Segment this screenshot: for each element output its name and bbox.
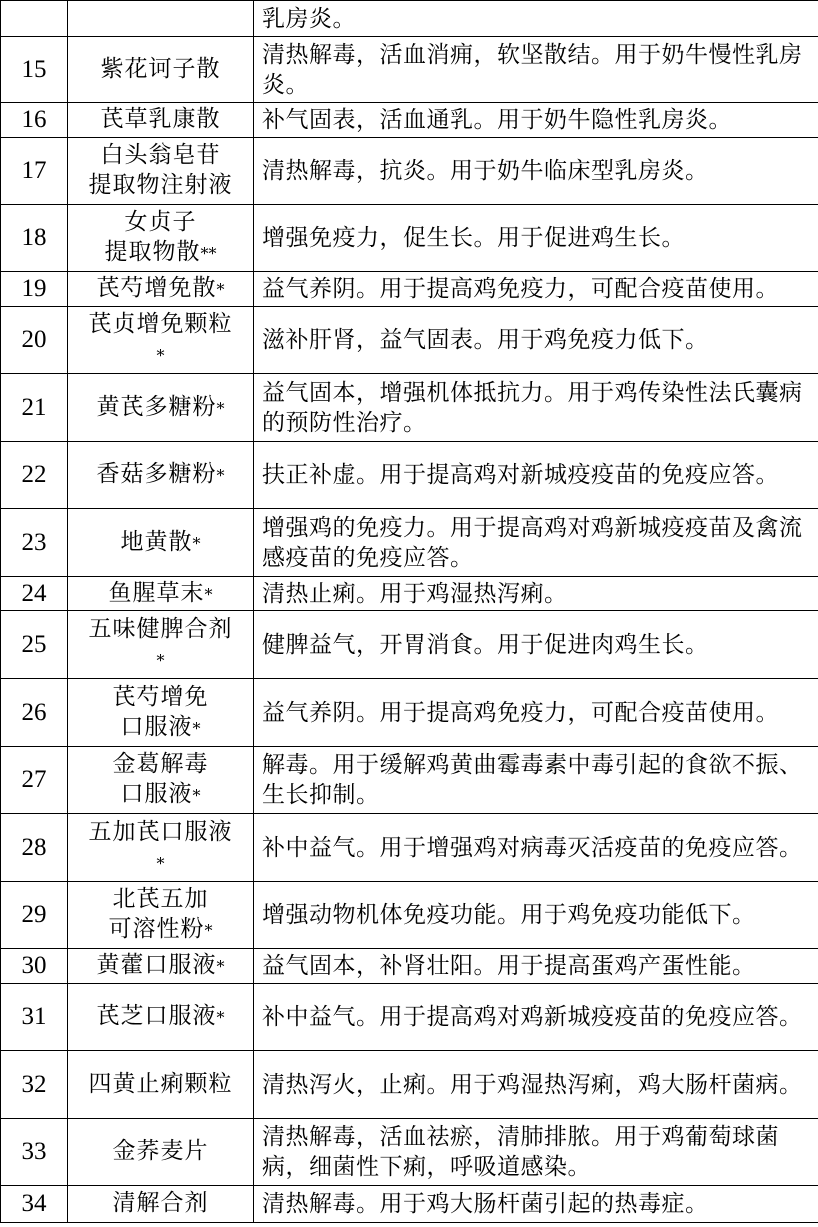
medicine-name bbox=[68, 577, 254, 611]
medicine-indication: 益气固本，增强机体抵抗力。用于鸡传染性法氏囊病的预防性治疗。 bbox=[254, 374, 818, 442]
medicine-name-line: 五味健脾合剂 bbox=[88, 615, 233, 642]
table-row bbox=[1, 1119, 818, 1186]
table-row bbox=[1, 611, 818, 679]
table-row bbox=[1, 307, 818, 374]
asterisk-mark: ** bbox=[200, 244, 217, 263]
table-row bbox=[1, 1186, 818, 1223]
table-row bbox=[1, 205, 818, 272]
medicine-indication: 益气养阴。用于提高鸡免疫力，可配合疫苗使用。 bbox=[254, 679, 818, 747]
asterisk-mark: * bbox=[156, 650, 165, 670]
row-number: 24 bbox=[1, 577, 68, 611]
row-number: 21 bbox=[1, 374, 68, 442]
medicine-name bbox=[68, 307, 254, 374]
medicine-name-line: 白头翁皂苷 bbox=[100, 142, 221, 168]
row-number: 31 bbox=[1, 984, 68, 1051]
table-row bbox=[1, 1051, 818, 1119]
medicine-name-line: 芪芍增免散 bbox=[96, 275, 217, 301]
table-row bbox=[1, 272, 818, 307]
row-number: 32 bbox=[1, 1051, 68, 1119]
medicine-indication: 清热解毒。用于鸡大肠杆菌引起的热毒症。 bbox=[254, 1186, 818, 1223]
row-number: 20 bbox=[1, 307, 68, 374]
medicine-indication: 补气固表，活血通乳。用于奶牛隐性乳房炎。 bbox=[254, 103, 818, 138]
medicine-name-line: 金荞麦片 bbox=[112, 1138, 209, 1164]
row-number: 34 bbox=[1, 1186, 68, 1223]
medicine-name-line: 可溶性粉 bbox=[108, 916, 205, 942]
row-number: 19 bbox=[1, 272, 68, 307]
medicine-name-line: 北芪五加 bbox=[112, 886, 209, 912]
medicine-name-line: 香菇多糖粉 bbox=[96, 461, 217, 487]
medicine-name-line: 提取物注射液 bbox=[88, 172, 233, 198]
asterisk-mark: * bbox=[204, 921, 213, 940]
medicine-name-line: 芪芍增免 bbox=[112, 683, 209, 710]
asterisk-mark: * bbox=[216, 1008, 225, 1027]
medicine-indication: 滋补肝肾，益气固表。用于鸡免疫力低下。 bbox=[254, 307, 818, 374]
medicine-name bbox=[68, 814, 254, 882]
asterisk-mark: * bbox=[192, 786, 201, 805]
medicine-name bbox=[68, 611, 254, 679]
asterisk-mark: * bbox=[216, 466, 225, 485]
medicine-name bbox=[68, 882, 254, 949]
medicine-indication: 乳房炎。 bbox=[254, 1, 818, 37]
asterisk-mark: * bbox=[216, 280, 225, 299]
medicine-name-line: 黄藿口服液 bbox=[96, 952, 217, 978]
medicine-indication: 清热泻火，止痢。用于鸡湿热泻痢，鸡大肠杆菌病。 bbox=[254, 1051, 818, 1119]
medicine-indication: 益气固本，补肾壮阳。用于提高蛋鸡产蛋性能。 bbox=[254, 949, 818, 984]
asterisk-mark: * bbox=[192, 718, 201, 738]
row-number: 26 bbox=[1, 679, 68, 747]
medicine-name bbox=[68, 679, 254, 747]
asterisk-mark: * bbox=[156, 853, 165, 873]
medicine-name-line: 鱼腥草末 bbox=[108, 579, 205, 606]
medicine-name-line: 金葛解毒 bbox=[112, 751, 209, 777]
row-number: 30 bbox=[1, 949, 68, 984]
asterisk-mark: * bbox=[216, 398, 225, 418]
medicine-name-line: 提取物散 bbox=[104, 239, 201, 265]
table-row bbox=[1, 442, 818, 509]
table-row bbox=[1, 882, 818, 949]
row-number: 22 bbox=[1, 442, 68, 509]
medicine-name-line: 黄芪多糖粉 bbox=[96, 393, 217, 420]
medicine-name bbox=[68, 949, 254, 984]
medicine-indication: 补中益气。用于提高鸡对鸡新城疫疫苗的免疫应答。 bbox=[254, 984, 818, 1051]
medicine-name-line: 四黄止痢颗粒 bbox=[88, 1070, 233, 1097]
medicine-indication: 解毒。用于缓解鸡黄曲霉毒素中毒引起的食欲不振、生长抑制。 bbox=[254, 747, 818, 814]
medicine-name bbox=[68, 1186, 254, 1223]
table-row bbox=[1, 1, 818, 37]
medicine-indication: 增强动物机体免疫功能。用于鸡免疫功能低下。 bbox=[254, 882, 818, 949]
table-row bbox=[1, 103, 818, 138]
medicine-name bbox=[68, 984, 254, 1051]
medicine-name bbox=[68, 747, 254, 814]
row-number: 17 bbox=[1, 138, 68, 205]
medicine-name bbox=[68, 138, 254, 205]
medicine-name bbox=[68, 1051, 254, 1119]
table-row bbox=[1, 949, 818, 984]
table-row bbox=[1, 577, 818, 611]
medicine-indication: 扶正补虚。用于提高鸡对新城疫疫苗的免疫应答。 bbox=[254, 442, 818, 509]
medicine-indication: 清热解毒，活血祛瘀，清肺排脓。用于鸡葡萄球菌病，细菌性下痢，呼吸道感染。 bbox=[254, 1119, 818, 1186]
row-number: 18 bbox=[1, 205, 68, 272]
row-number: 16 bbox=[1, 103, 68, 138]
medicine-name bbox=[68, 103, 254, 138]
row-number bbox=[1, 1, 68, 37]
table-row bbox=[1, 747, 818, 814]
table-row bbox=[1, 679, 818, 747]
table-body bbox=[1, 1, 818, 1223]
asterisk-mark: * bbox=[204, 584, 213, 604]
row-number: 29 bbox=[1, 882, 68, 949]
medicine-name-line: 口服液 bbox=[120, 713, 193, 740]
medicine-name bbox=[68, 205, 254, 272]
medicine-indication: 益气养阴。用于提高鸡免疫力，可配合疫苗使用。 bbox=[254, 272, 818, 307]
medicine-name bbox=[68, 1, 254, 37]
row-number: 23 bbox=[1, 509, 68, 577]
medicine-indication: 健脾益气，开胃消食。用于促进肉鸡生长。 bbox=[254, 611, 818, 679]
medicine-name-line: 芪草乳康散 bbox=[100, 106, 221, 132]
row-number: 33 bbox=[1, 1119, 68, 1186]
medicine-name bbox=[68, 37, 254, 103]
medicine-name bbox=[68, 442, 254, 509]
medicine-name-line: 清解合剂 bbox=[112, 1190, 209, 1216]
table-row bbox=[1, 138, 818, 205]
row-number: 27 bbox=[1, 747, 68, 814]
medicine-indication: 清热解毒，活血消痈，软坚散结。用于奶牛慢性乳房炎。 bbox=[254, 37, 818, 103]
medicine-indication: 清热解毒，抗炎。用于奶牛临床型乳房炎。 bbox=[254, 138, 818, 205]
row-number: 25 bbox=[1, 611, 68, 679]
medicine-name bbox=[68, 509, 254, 577]
medicine-name-line: 芪芝口服液 bbox=[96, 1003, 217, 1029]
medicine-name bbox=[68, 1119, 254, 1186]
medicine-name-line: 紫花诃子散 bbox=[100, 55, 221, 82]
medicine-name-line: 地黄散 bbox=[120, 528, 193, 555]
table-row bbox=[1, 37, 818, 103]
table-row bbox=[1, 374, 818, 442]
asterisk-mark: * bbox=[192, 533, 201, 553]
medicine-indication: 补中益气。用于增强鸡对病毒灭活疫苗的免疫应答。 bbox=[254, 814, 818, 882]
table-row bbox=[1, 509, 818, 577]
row-number: 28 bbox=[1, 814, 68, 882]
medicine-indication: 增强鸡的免疫力。用于提高鸡对鸡新城疫疫苗及禽流感疫苗的免疫应答。 bbox=[254, 509, 818, 577]
medicine-indication: 清热止痢。用于鸡湿热泻痢。 bbox=[254, 577, 818, 611]
medicine-name-line: 女贞子 bbox=[124, 209, 197, 235]
medicine-name bbox=[68, 272, 254, 307]
table-row bbox=[1, 984, 818, 1051]
row-number: 15 bbox=[1, 37, 68, 103]
medicine-name-line: 口服液 bbox=[120, 781, 193, 807]
medicine-name-line: 五加芪口服液 bbox=[88, 818, 233, 845]
asterisk-mark: * bbox=[216, 957, 225, 976]
medicine-indication: 增强免疫力，促生长。用于促进鸡生长。 bbox=[254, 205, 818, 272]
table-row bbox=[1, 814, 818, 882]
asterisk-mark: * bbox=[156, 346, 165, 365]
medicine-name-line: 芪贞增免颗粒 bbox=[88, 311, 233, 337]
medicine-name bbox=[68, 374, 254, 442]
